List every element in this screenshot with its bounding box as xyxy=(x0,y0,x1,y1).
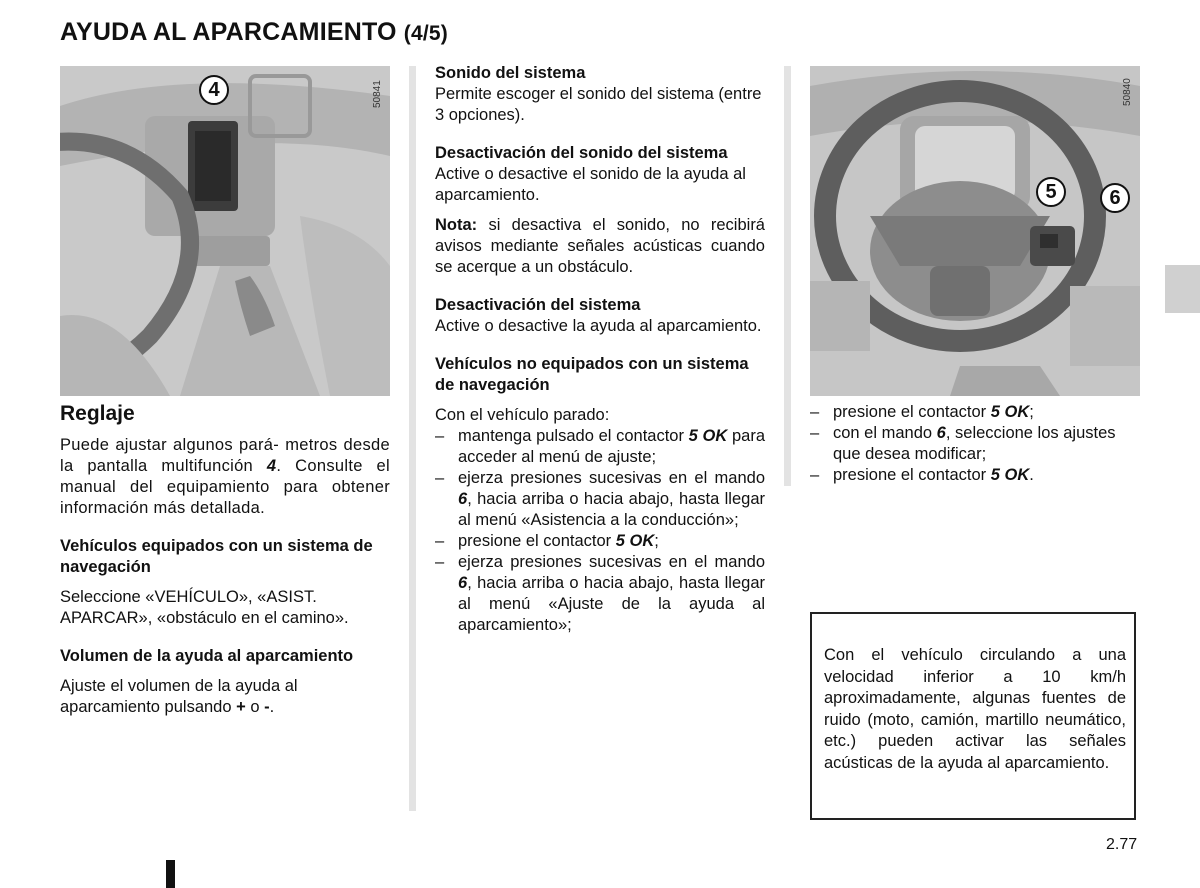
deact-sound-text: Active o desactive el sonido de la ayuda al aparcamiento. xyxy=(435,165,746,204)
volume-end: . xyxy=(269,698,275,716)
no-nav-steps xyxy=(435,426,765,636)
section-heading-reglaje: Reglaje xyxy=(60,402,135,425)
steering-wheel-illustration xyxy=(810,66,1140,396)
warning-box xyxy=(810,612,1136,820)
chapter-tab xyxy=(1165,265,1200,313)
column-2 xyxy=(435,63,765,636)
intro-text-1: Puede ajustar algunos pará- xyxy=(60,436,280,454)
volume-minus: - xyxy=(264,698,270,716)
note-text: si desactiva el sonido, no recibirá avisos mediante señales acústicas cuando se acerque a un obstáculo. xyxy=(435,216,765,276)
figure-number-left: 50841 xyxy=(372,80,383,108)
note-label: Nota: xyxy=(435,216,478,234)
warning-text: Con el vehículo circulando a una velocidad inferior a 10 km/h aproximadamente, algunas fuentes de ruido (moto, camión, martillo neumático, etc.) pueden activar las señales acústicas de la ayuda al aparcamiento. xyxy=(824,646,1126,772)
volume-or: o xyxy=(245,698,265,716)
nav-text: Seleccione «VEHÍCULO», «ASIST. APARCAR», «obstáculo en el camino». xyxy=(60,588,349,627)
column-3 xyxy=(810,402,1140,486)
crop-mark xyxy=(166,860,175,888)
column-separator-2 xyxy=(784,66,791,486)
note-paragraph xyxy=(435,215,765,278)
no-nav-heading: Vehículos no equipados con un sistema de navegación xyxy=(435,355,749,394)
sound-heading: Sonido del sistema xyxy=(435,64,586,82)
column-1 xyxy=(60,435,390,718)
volume-heading: Volumen de la ayuda al aparcamiento xyxy=(60,647,354,665)
intro-ref: 4 xyxy=(266,457,277,475)
deact-system-text: Active o desactive la ayuda al aparcamiento. xyxy=(435,317,762,335)
callout-4: 4 xyxy=(199,75,229,105)
dashboard-illustration xyxy=(60,66,390,396)
nav-heading: Vehículos equipados con un sistema de navegación xyxy=(60,537,373,576)
no-nav-intro: Con el vehículo parado: xyxy=(435,406,610,424)
deact-system-heading: Desactivación del sistema xyxy=(435,296,641,314)
list-item: – presione el contactor 5 OK. xyxy=(810,465,1140,486)
list-item: – presione el contactor 5 OK; xyxy=(810,402,1140,423)
page-number: 2.77 xyxy=(1106,836,1138,853)
list-item: – con el mando 6, seleccione los ajustes que desea modificar; xyxy=(810,423,1140,465)
intro-text-3: . Consulte el manual del equipamiento para obtener información más detallada. xyxy=(60,457,391,517)
sound-text: Permite escoger el sonido del sistema (entre 3 opciones). xyxy=(435,85,762,124)
column-separator-1 xyxy=(409,66,416,811)
volume-text xyxy=(60,676,390,718)
list-item: – presione el contactor 5 OK; xyxy=(435,531,765,552)
settings-steps xyxy=(810,402,1140,486)
list-item: – mantenga pulsado el contactor 5 OK para acceder al menú de ajuste; xyxy=(435,426,765,468)
callout-6: 6 xyxy=(1100,183,1130,213)
figure-number-right: 50840 xyxy=(1122,78,1133,106)
volume-text-1: Ajuste el volumen de la ayuda al aparcamiento pulsando xyxy=(60,677,298,716)
deact-sound-heading: Desactivación del sonido del sistema xyxy=(435,144,728,162)
page-title xyxy=(60,18,448,47)
list-item: – ejerza presiones sucesivas en el mando 6, hacia arriba o hacia abajo, hasta llegar al menú «Asistencia a la conducción»; xyxy=(435,468,765,531)
list-item: – ejerza presiones sucesivas en el mando 6, hacia arriba o hacia abajo, hasta llegar al menú «Ajuste de la ayuda al aparcamiento»; xyxy=(435,552,765,636)
page-title-main: AYUDA AL APARCAMIENTO xyxy=(60,18,397,46)
intro-text-2: metros desde la pantalla multifunción xyxy=(60,436,390,475)
intro-paragraph xyxy=(60,435,390,519)
volume-plus: + xyxy=(236,698,246,716)
page-title-part: (4/5) xyxy=(403,22,448,45)
callout-5: 5 xyxy=(1036,177,1066,207)
